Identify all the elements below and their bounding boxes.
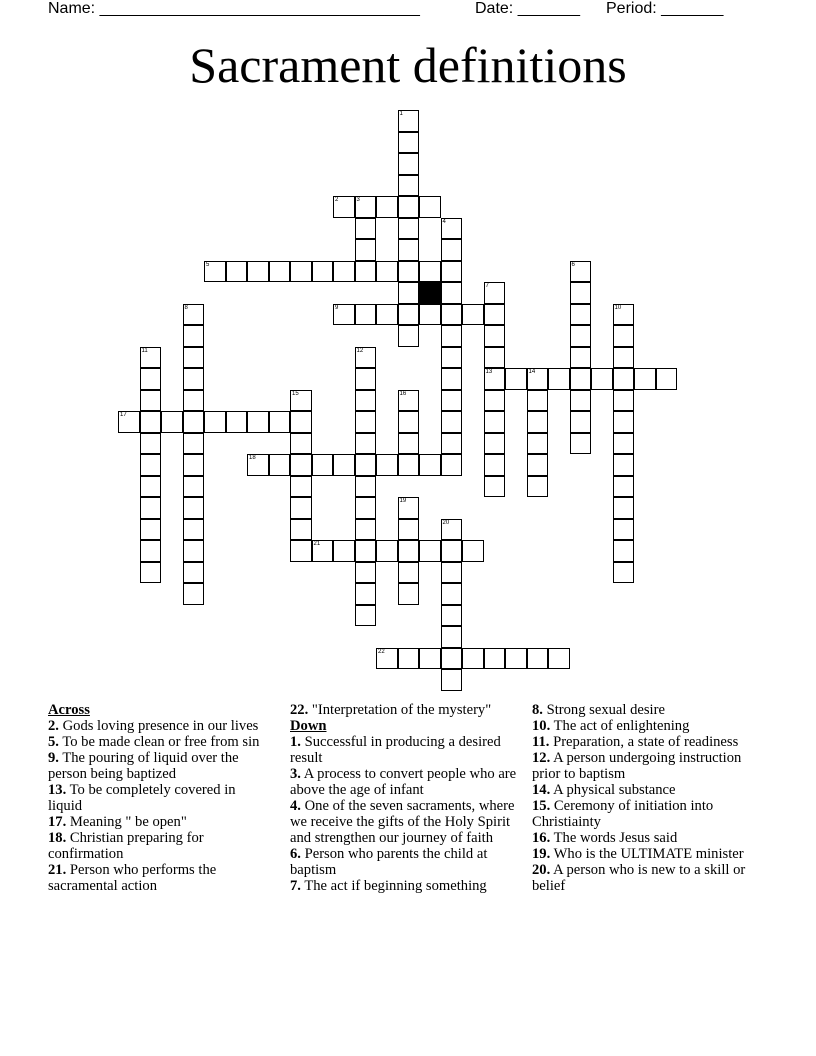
grid-cell[interactable]	[333, 304, 355, 326]
grid-cell[interactable]	[441, 519, 463, 541]
clue-number: 21.	[48, 862, 67, 878]
grid-clue-number: 19	[399, 498, 407, 504]
grid-cell[interactable]	[527, 433, 549, 455]
grid-cell[interactable]	[634, 368, 656, 390]
grid-cell[interactable]	[140, 347, 162, 369]
across-heading: Across	[48, 702, 90, 718]
student-info-header	[48, 0, 768, 22]
grid-cell[interactable]	[290, 540, 312, 562]
period-field-label: Period: _______	[606, 0, 724, 17]
clue-number: 20.	[532, 862, 551, 878]
grid-cell[interactable]	[398, 454, 420, 476]
grid-cell[interactable]	[398, 411, 420, 433]
grid-cell[interactable]	[355, 218, 377, 240]
grid-cell[interactable]	[441, 605, 463, 627]
grid-cell[interactable]	[398, 218, 420, 240]
down-clue	[532, 750, 762, 782]
grid-cell[interactable]	[419, 196, 441, 218]
grid-cell[interactable]	[441, 325, 463, 347]
grid-cell[interactable]	[527, 476, 549, 498]
grid-cell[interactable]	[376, 304, 398, 326]
grid-cell[interactable]	[484, 325, 506, 347]
clue-number: 18.	[48, 830, 67, 846]
grid-cell[interactable]	[613, 497, 635, 519]
across-clue	[48, 734, 273, 750]
grid-cell[interactable]	[290, 411, 312, 433]
down-clue	[290, 734, 528, 766]
clue-text: Gods loving presence in our lives	[58, 718, 259, 734]
grid-cell[interactable]	[333, 261, 355, 283]
grid-cell[interactable]	[140, 433, 162, 455]
clue-number: 14.	[532, 782, 551, 798]
grid-cell[interactable]	[398, 390, 420, 412]
grid-cell[interactable]	[290, 261, 312, 283]
grid-cell[interactable]	[505, 648, 527, 670]
clue-text: "Interpretation of the mystery"	[308, 702, 492, 718]
clues-column-1	[48, 702, 273, 894]
down-clue	[532, 702, 762, 718]
grid-cell[interactable]	[613, 562, 635, 584]
grid-cell[interactable]	[140, 368, 162, 390]
grid-clue-number: 11	[141, 347, 148, 354]
grid-cell[interactable]	[312, 454, 334, 476]
down-clue	[290, 846, 528, 878]
black-square	[419, 282, 441, 304]
clue-text: Ceremony of initiation into Christiainty	[532, 798, 714, 830]
clue-text: Christian preparing for confirmation	[48, 830, 204, 862]
grid-cell[interactable]	[441, 540, 463, 562]
down-clue	[532, 862, 762, 894]
grid-clue-number: 16	[399, 390, 407, 397]
grid-cell[interactable]	[419, 304, 441, 326]
grid-clue-number: 18	[249, 455, 256, 461]
grid-cell[interactable]	[570, 433, 592, 455]
grid-cell[interactable]	[570, 325, 592, 347]
grid-cell[interactable]	[355, 196, 377, 218]
clue-text: Person who performs the sacramental action	[48, 862, 217, 894]
down-clue	[532, 846, 762, 862]
grid-cell[interactable]	[183, 304, 205, 326]
clues-column-3	[532, 702, 762, 894]
grid-clue-number: 20	[442, 519, 450, 526]
grid-cell[interactable]	[613, 411, 635, 433]
grid-cell[interactable]	[312, 540, 334, 562]
grid-cell[interactable]	[183, 433, 205, 455]
grid-cell[interactable]	[118, 411, 140, 433]
grid-clue-number: 8	[184, 304, 188, 311]
grid-cell[interactable]	[355, 368, 377, 390]
grid-cell[interactable]	[247, 411, 269, 433]
grid-cell[interactable]	[441, 282, 463, 304]
grid-cell[interactable]	[441, 583, 463, 605]
across-clue	[48, 862, 273, 894]
grid-cell[interactable]	[140, 562, 162, 584]
grid-cell[interactable]	[484, 454, 506, 476]
grid-clue-number: 21	[313, 541, 321, 547]
grid-cell[interactable]	[591, 368, 613, 390]
grid-cell[interactable]	[290, 519, 312, 541]
grid-cell[interactable]	[355, 411, 377, 433]
grid-cell[interactable]	[419, 648, 441, 670]
grid-cell[interactable]	[183, 519, 205, 541]
grid-clue-number: 7	[485, 283, 489, 289]
clue-text: Who is the ULTIMATE minister	[550, 846, 744, 862]
grid-cell[interactable]	[570, 390, 592, 412]
grid-cell[interactable]	[183, 411, 205, 433]
grid-cell[interactable]	[376, 196, 398, 218]
grid-cell[interactable]	[247, 261, 269, 283]
grid-cell[interactable]	[441, 454, 463, 476]
clue-text: Person who parents the child at baptism	[290, 846, 488, 878]
clue-number: 4.	[290, 798, 301, 814]
grid-cell[interactable]	[333, 196, 355, 218]
clue-text: Preparation, a state of readiness	[549, 734, 739, 750]
grid-cell[interactable]	[570, 347, 592, 369]
grid-cell[interactable]	[140, 390, 162, 412]
clue-number: 12.	[532, 750, 551, 766]
grid-cell[interactable]	[527, 411, 549, 433]
grid-cell[interactable]	[290, 454, 312, 476]
grid-clue-number: 12	[356, 347, 364, 354]
grid-cell[interactable]	[247, 454, 269, 476]
grid-cell[interactable]	[441, 648, 463, 670]
clue-number: 22.	[290, 702, 309, 718]
grid-cell[interactable]	[527, 390, 549, 412]
grid-cell[interactable]	[312, 261, 334, 283]
grid-cell[interactable]	[183, 540, 205, 562]
grid-cell[interactable]	[441, 390, 463, 412]
grid-cell[interactable]	[613, 347, 635, 369]
grid-cell[interactable]	[441, 239, 463, 261]
grid-cell[interactable]	[355, 454, 377, 476]
grid-cell[interactable]	[183, 325, 205, 347]
grid-cell[interactable]	[355, 347, 377, 369]
clue-text: One of the seven sacraments, where we receive the gifts of the Holy Spirit and strengthen our journey of faith	[290, 798, 515, 846]
grid-cell[interactable]	[333, 454, 355, 476]
clue-number: 17.	[48, 814, 67, 830]
grid-cell[interactable]	[398, 110, 420, 132]
grid-cell[interactable]	[183, 454, 205, 476]
down-clue	[290, 766, 528, 798]
clue-text: To be completely covered in liquid	[48, 782, 236, 814]
grid-cell[interactable]	[484, 411, 506, 433]
grid-cell[interactable]	[140, 454, 162, 476]
grid-cell[interactable]	[548, 648, 570, 670]
grid-cell[interactable]	[398, 239, 420, 261]
clue-number: 11.	[532, 734, 550, 750]
grid-cell[interactable]	[441, 261, 463, 283]
grid-cell[interactable]	[398, 196, 420, 218]
grid-cell[interactable]	[183, 390, 205, 412]
across-clue	[48, 782, 273, 814]
grid-cell[interactable]	[140, 497, 162, 519]
grid-cell[interactable]	[376, 648, 398, 670]
grid-cell[interactable]	[441, 347, 463, 369]
grid-cell[interactable]	[570, 411, 592, 433]
grid-cell[interactable]	[570, 282, 592, 304]
clue-number: 1.	[290, 734, 301, 750]
name-field-label: Name: ____________________________________	[48, 0, 420, 17]
grid-cell[interactable]	[484, 282, 506, 304]
grid-clue-number: 5	[206, 261, 210, 268]
grid-cell[interactable]	[140, 519, 162, 541]
grid-cell[interactable]	[140, 476, 162, 498]
grid-cell[interactable]	[419, 454, 441, 476]
grid-clue-number: 1	[399, 111, 403, 117]
across-clue	[48, 718, 273, 734]
grid-cell[interactable]	[570, 368, 592, 390]
clue-number: 13.	[48, 782, 67, 798]
grid-cell[interactable]	[484, 304, 506, 326]
grid-cell[interactable]	[613, 454, 635, 476]
grid-clue-number: 9	[335, 304, 339, 311]
clue-number: 16.	[532, 830, 551, 846]
grid-cell[interactable]	[290, 433, 312, 455]
grid-cell[interactable]	[484, 648, 506, 670]
grid-cell[interactable]	[140, 540, 162, 562]
across-clue	[48, 814, 273, 830]
grid-clue-number: 14	[528, 369, 536, 375]
grid-cell[interactable]	[355, 476, 377, 498]
grid-cell[interactable]	[355, 562, 377, 584]
grid-cell[interactable]	[355, 304, 377, 326]
grid-clue-number: 4	[442, 218, 446, 225]
clue-text: A person undergoing instruction prior to baptism	[532, 750, 742, 782]
clue-number: 10.	[532, 718, 551, 734]
grid-cell[interactable]	[226, 261, 248, 283]
grid-cell[interactable]	[505, 368, 527, 390]
grid-cell[interactable]	[398, 304, 420, 326]
grid-cell[interactable]	[355, 540, 377, 562]
clue-number: 6.	[290, 846, 301, 862]
grid-clue-number: 15	[292, 390, 299, 397]
down-clue	[532, 782, 762, 798]
clue-text: To be made clean or free from sin	[58, 734, 260, 750]
grid-cell[interactable]	[548, 368, 570, 390]
grid-cell[interactable]	[398, 261, 420, 283]
grid-cell[interactable]	[484, 433, 506, 455]
down-clue	[532, 718, 762, 734]
grid-cell[interactable]	[355, 519, 377, 541]
grid-cell[interactable]	[570, 261, 592, 283]
across-clue	[48, 750, 273, 782]
grid-cell[interactable]	[398, 175, 420, 197]
grid-cell[interactable]	[355, 497, 377, 519]
grid-clue-number: 22	[378, 648, 385, 655]
grid-cell[interactable]	[441, 433, 463, 455]
grid-clue-number: 17	[120, 412, 127, 418]
clue-text: The words Jesus said	[550, 830, 678, 846]
grid-cell[interactable]	[355, 433, 377, 455]
down-clue	[532, 798, 762, 830]
grid-cell[interactable]	[484, 390, 506, 412]
grid-cell[interactable]	[441, 669, 463, 691]
clue-text: Strong sexual desire	[542, 702, 665, 718]
clue-text: The pouring of liquid over the person being baptized	[48, 750, 239, 782]
grid-cell[interactable]	[441, 411, 463, 433]
clue-text: Meaning " be open"	[66, 814, 187, 830]
grid-cell[interactable]	[204, 411, 226, 433]
clue-text: A physical substance	[550, 782, 676, 798]
grid-cell[interactable]	[419, 261, 441, 283]
down-clue	[290, 878, 528, 894]
grid-cell[interactable]	[355, 605, 377, 627]
grid-clue-number: 6	[571, 261, 575, 268]
grid-cell[interactable]	[398, 583, 420, 605]
page-title: Sacrament definitions	[189, 37, 627, 93]
grid-cell[interactable]	[290, 390, 312, 412]
grid-cell[interactable]	[398, 325, 420, 347]
clue-text: The act if beginning something	[300, 878, 487, 894]
grid-cell[interactable]	[527, 368, 549, 390]
grid-cell[interactable]	[376, 540, 398, 562]
grid-cell[interactable]	[570, 304, 592, 326]
clue-number: 5.	[48, 734, 59, 750]
date-field-label: Date: _______	[475, 0, 580, 17]
grid-cell[interactable]	[613, 368, 635, 390]
grid-cell[interactable]	[613, 304, 635, 326]
grid-cell[interactable]	[183, 347, 205, 369]
grid-cell[interactable]	[398, 153, 420, 175]
grid-cell[interactable]	[441, 626, 463, 648]
grid-cell[interactable]	[398, 433, 420, 455]
clue-number: 8.	[532, 702, 543, 718]
grid-cell[interactable]	[398, 282, 420, 304]
grid-cell[interactable]	[290, 497, 312, 519]
grid-cell[interactable]	[613, 476, 635, 498]
grid-cell[interactable]	[441, 218, 463, 240]
grid-cell[interactable]	[183, 476, 205, 498]
clue-number: 9.	[48, 750, 59, 766]
clue-text: A person who is new to a skill or belief	[532, 862, 746, 894]
clue-number: 3.	[290, 766, 301, 782]
grid-cell[interactable]	[355, 261, 377, 283]
grid-cell[interactable]	[204, 261, 226, 283]
grid-cell[interactable]	[161, 411, 183, 433]
clue-number: 15.	[532, 798, 551, 814]
grid-cell[interactable]	[441, 368, 463, 390]
grid-cell[interactable]	[183, 497, 205, 519]
grid-clue-number: 13	[485, 369, 493, 375]
grid-cell[interactable]	[269, 411, 291, 433]
clue-number: 2.	[48, 718, 59, 734]
across-clue	[290, 702, 528, 718]
grid-cell[interactable]	[441, 562, 463, 584]
grid-clue-number: 3	[356, 197, 360, 203]
grid-cell[interactable]	[269, 261, 291, 283]
grid-clue-number: 2	[335, 197, 339, 203]
grid-cell[interactable]	[419, 540, 441, 562]
grid-cell[interactable]	[376, 454, 398, 476]
grid-clue-number: 10	[614, 304, 622, 311]
clue-text: The act of enlightening	[550, 718, 690, 734]
grid-cell[interactable]	[183, 368, 205, 390]
grid-cell[interactable]	[398, 519, 420, 541]
grid-cell[interactable]	[613, 433, 635, 455]
grid-cell[interactable]	[484, 347, 506, 369]
grid-cell[interactable]	[140, 411, 162, 433]
grid-cell[interactable]	[226, 411, 248, 433]
grid-cell[interactable]	[462, 648, 484, 670]
grid-cell[interactable]	[613, 540, 635, 562]
clue-number: 19.	[532, 846, 551, 862]
grid-cell[interactable]	[656, 368, 678, 390]
grid-cell[interactable]	[484, 368, 506, 390]
grid-cell[interactable]	[613, 519, 635, 541]
grid-cell[interactable]	[269, 454, 291, 476]
grid-cell[interactable]	[376, 261, 398, 283]
grid-cell[interactable]	[355, 583, 377, 605]
grid-cell[interactable]	[398, 132, 420, 154]
grid-cell[interactable]	[462, 304, 484, 326]
down-clue	[532, 830, 762, 846]
grid-cell[interactable]	[613, 325, 635, 347]
grid-cell[interactable]	[355, 239, 377, 261]
down-clue	[290, 798, 528, 846]
grid-cell[interactable]	[613, 390, 635, 412]
grid-cell[interactable]	[183, 583, 205, 605]
grid-cell[interactable]	[398, 540, 420, 562]
crossword-grid	[118, 110, 678, 692]
clue-text: Successful in producing a desired result	[290, 734, 501, 766]
clue-text: A process to convert people who are above the age of infant	[290, 766, 517, 798]
across-clue	[48, 830, 273, 862]
grid-cell[interactable]	[398, 648, 420, 670]
grid-cell[interactable]	[527, 648, 549, 670]
down-heading: Down	[290, 718, 327, 734]
grid-cell[interactable]	[484, 476, 506, 498]
grid-cell[interactable]	[290, 476, 312, 498]
grid-cell[interactable]	[355, 390, 377, 412]
clue-number: 7.	[290, 878, 301, 894]
grid-cell[interactable]	[527, 454, 549, 476]
grid-cell[interactable]	[333, 540, 355, 562]
down-clue	[532, 734, 762, 750]
grid-cell[interactable]	[398, 562, 420, 584]
grid-cell[interactable]	[398, 497, 420, 519]
grid-cell[interactable]	[462, 540, 484, 562]
grid-cell[interactable]	[441, 304, 463, 326]
grid-cell[interactable]	[183, 562, 205, 584]
clues-column-2	[290, 702, 528, 894]
